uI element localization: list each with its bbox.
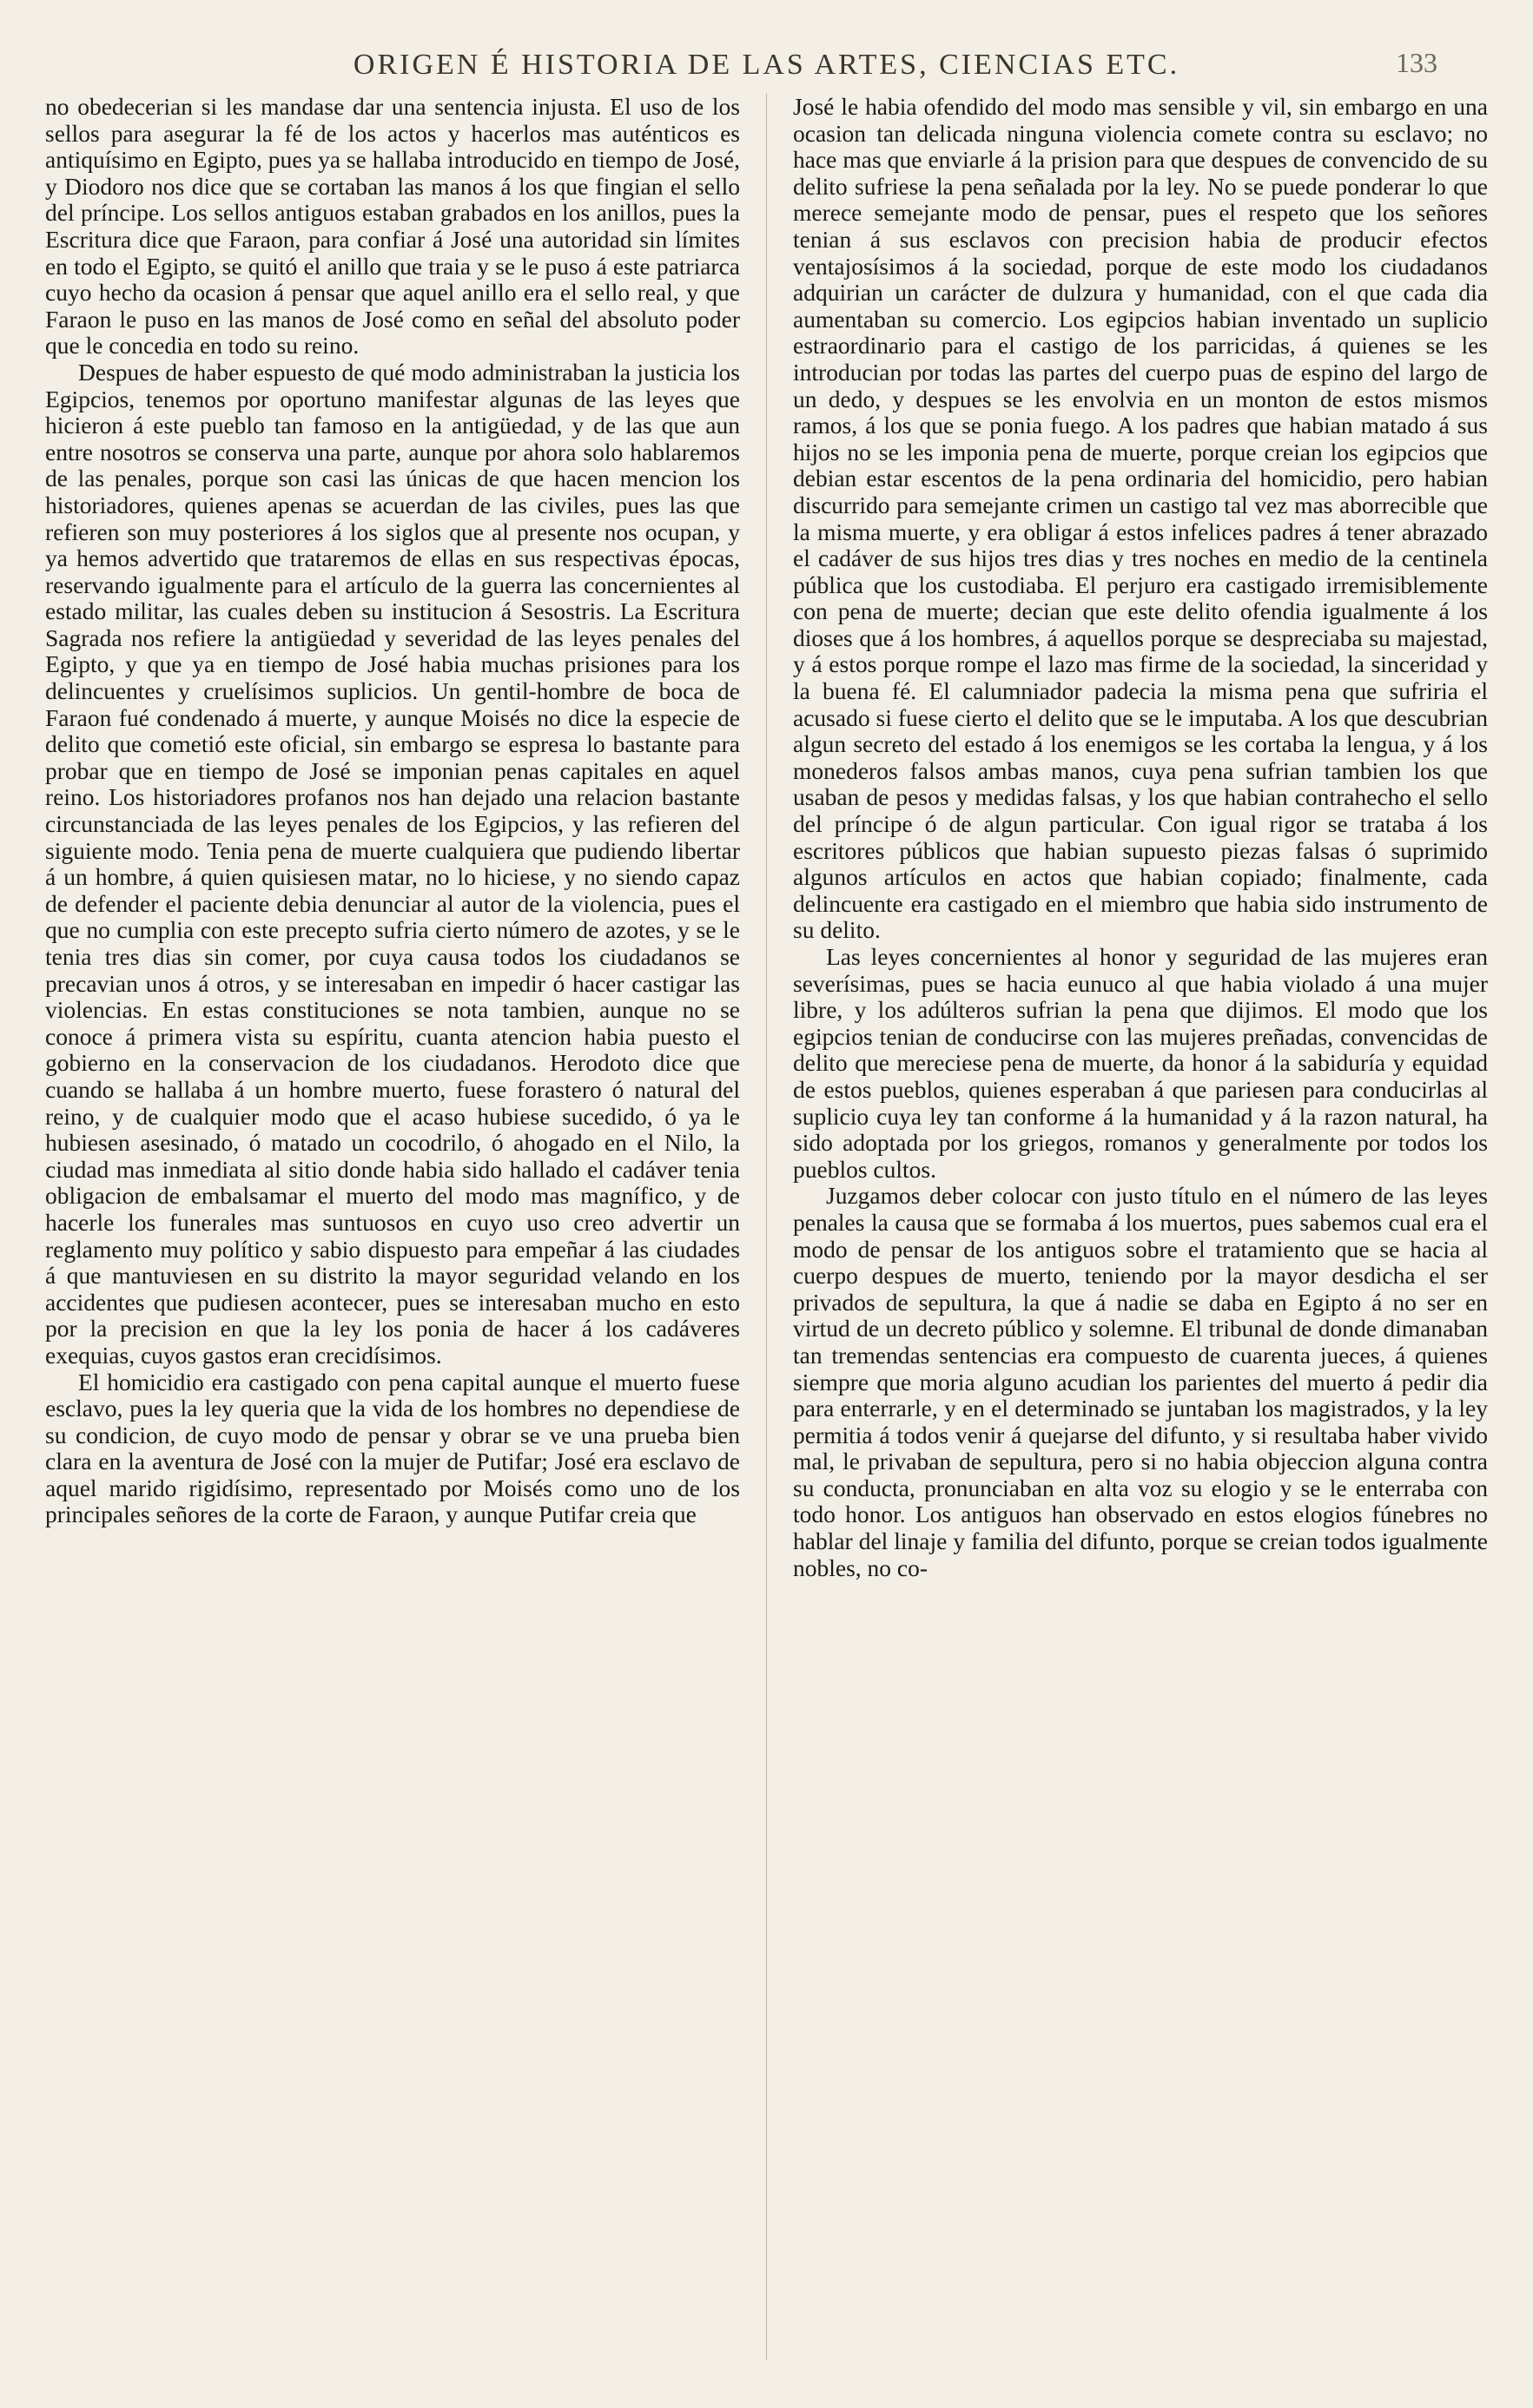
running-title: ORIGEN É HISTORIA DE LAS ARTES, CIENCIAS ETC. [353, 49, 1180, 81]
paragraph: Despues de haber espuesto de qué modo administraban la justicia los Egipcios, tenemos por oportuno manifestar algunas de las leyes que hicieron á este pueblo tan famoso en la antigüedad, y de las que aun entre nosotros se conserva una parte, aunque por ahora solo hablaremos de las penales, porque son casi las únicas de que hacen mencion los historiadores, quienes apenas se acuerdan de las civiles, pues las que refieren son muy posteriores á los siglos que al presente nos ocupan, y ya hemos advertido que trataremos de ellas en sus respectivas épocas, reservando igualmente para el artículo de la guerra las concernientes al estado militar, las cuales deben su institucion á Sesostris. La Escritura Sagrada nos refiere la antigüedad y severidad de las leyes penales del Egipto, y que ya en tiempo de José habia muchas prisiones para los delincuentes y cruelísimos suplicios. Un gentil-hombre de boca de Faraon fué condenado á muerte, y aunque Moisés no dice la especie de delito que cometió este oficial, sin embargo se espresa lo bastante para probar que en tiempo de José se imponian penas capitales en aquel reino. Los historiadores profanos nos han dejado una relacion bastante circunstanciada de las leyes penales de los Egipcios, y las refieren del siguiente modo. Tenia pena de muerte cualquiera que pudiendo libertar á un hombre, á quien quisiesen matar, no lo hiciese, y no siendo capaz de defender el paciente debia denunciar al autor de la violencia, pues el que no cumplia con este precepto sufria cierto número de azotes, y se le tenia tres dias sin comer, por cuya causa todos los ciudadanos se precavian unos á otros, y se interesaban en impedir ó hacer castigar las violencias. En estas constituciones se nota tambien, aunque no se conoce á primera vista su espíritu, cuanta atencion habia puesto el gobierno en la conservacion de los ciudadanos. Herodoto dice que cuando se hallaba á un hombre muerto, fuese forastero ó natural del reino, y de cualquier modo que el acaso hubiese sucedido, ó ya le hubiesen asesinado, ó matado un cocodrilo, ó ahogado en el Nilo, la ciudad mas inmediata al sitio donde habia sido hallado el cadáver tenia obligacion de embalsamar el muerto del modo mas magnífico, y de hacerle los funerales mas suntuosos en cuyo uso creo advertir un reglamento muy político y sabio dispuesto para empeñar á las ciudades á que mantuviesen en su distrito la mayor seguridad velando en los accidentes que pudiesen acontecer, pues se interesaban mucho en esto por la precision en que la ley los ponia de hacer á los cadáveres exequias, cuyos gastos eran crecidísimos. [45, 358, 740, 1369]
paragraph: José le habia ofendido del modo mas sensible y vil, sin embargo en una ocasion tan delicada ninguna violencia comete contra su esclavo; no hace mas que enviarle á la prision para que despues de convencido de su delito sufriese la pena señalada por la ley. No se puede ponderar lo que merece semejante modo de pensar, pues el respeto que los señores tenian á sus esclavos con precision habia de producir efectos ventajosísimos á la sociedad, porque de este modo los ciudadanos adquirian un carácter de dulzura y humanidad, con el que cada dia aumentaban su comercio. Los egipcios habian inventado un suplicio estraordinario para el castigo de los parricidas, á quienes se les introducian por todas las partes del cuerpo puas de espino del largo de un dedo, y despues se les envolvia en un monton de estos mismos ramos, á los que se ponia fuego. A los padres que habian matado á sus hijos no se les imponia pena de muerte, porque creian los egipcios que debian estar escentos de la pena ordinaria del homicidio, pero habian discurrido para semejante crimen un castigo tal vez mas aborrecible que la misma muerte, y era obligar á estos infelices padres á tener abrazado el cadáver de sus hijos tres dias y tres noches en medio de la centinela pública que los custodiaba. El perjuro era castigado irremisiblemente con pena de muerte; decian que este delito ofendia igualmente á los dioses que á los hombres, á aquellos porque se despreciaba su majestad, y á estos porque rompe el lazo mas firme de la sociedad, la sinceridad y la buena fé. El calumniador padecia la misma pena que sufriria el acusado si fuese cierto el delito que se le imputaba. A los que descubrian algun secreto del estado á los enemigos se les cortaba la lengua, y á los monederos falsos ambas manos, cuya pena sufrian tambien los que usaban de pesos y medidas falsas, y los que habian contrahecho el sello del príncipe ó de algun particular. Con igual rigor se trataba á los escritores públicos que habian supuesto piezas falsas ó suprimido algunos artículos en actos que habian copiado; finalmente, cada delincuente era castigado en el miembro que habia sido instrumento de su delito. [793, 94, 1488, 944]
paragraph: Las leyes concernientes al honor y seguridad de las mujeres eran severísimas, pues se hacia eunuco al que habia violado á una mujer libre, y los adúlteros sufrian la pena que dijimos. El modo que los egipcios tenian de conducirse con las mujeres preñadas, convencidas de delito que mereciese pena de muerte, da honor á la sabiduría y equidad de estos pueblos, quienes esperaban á que pariesen para conducirlas al suplicio cuya ley tan conforme á la humanidad y á la razon natural, ha sido adoptada por los griegos, romanos y generalmente por todos los pueblos cultos. [793, 943, 1488, 1183]
left-column [45, 94, 740, 2369]
paragraph: Juzgamos deber colocar con justo título en el número de las leyes penales la causa que se formaba á los muertos, pues sabemos cual era el modo de pensar de los antiguos sobre el tratamiento que se hacia al cuerpo despues de muerto, teniendo por la mayor desdicha el ser privados de sepultura, la que á nadie se daba en Egipto á no ser en virtud de un decreto público y solemne. El tribunal de donde dimanaban tan tremendas sentencias era compuesto de cuarenta jueces, á quienes siempre que moria alguno acudian los parientes del muerto á pedir dia para enterrarle, y en el determinado se juntaban los magistrados, y la ley permitia á todos venir á quejarse del difunto, y si resultaba haber vivido mal, le privaban de sepultura, pero si no habia objeccion alguna contra su conducta, pronunciaban en alta voz su elogio y se le enterraba con todo honor. Los antiguos han observado en estos elogios fúnebres no hablar del linaje y familia del difunto, porque se creian todos igualmente nobles, no co- [793, 1182, 1488, 1581]
text-columns [45, 94, 1488, 2373]
page-header [0, 35, 1533, 87]
page-number: 133 [1396, 47, 1437, 78]
paragraph: no obedecerian si les mandase dar una sentencia injusta. El uso de los sellos para asegurar la fé de los actos y hacerlos mas auténticos es antiquísimo en Egipto, pues ya se hallaba introducido en tiempo de José, y Diodoro nos dice que se cortaban las manos á los que fingian el sello del príncipe. Los sellos antiguos estaban grabados en los anillos, pues la Escritura dice que Faraon, para confiar á José una autoridad sin límites en todo el Egipto, se quitó el anillo que traia y se le puso á este patriarca cuyo hecho da ocasion á pensar que aquel anillo era el sello real, y que Faraon le puso en las manos de José como en señal del absoluto poder que le concedia en todo su reino. [45, 94, 740, 360]
right-column [793, 94, 1488, 2369]
paragraph: El homicidio era castigado con pena capital aunque el muerto fuese esclavo, pues la ley queria que la vida de los hombres no dependiese de su condicion, de cuyo modo de pensar y obrar se ve una prueba bien clara en la aventura de José con la mujer de Putifar; José era esclavo de aquel marido rigidísimo, representado por Moisés como uno de los principales señores de la corte de Faraon, y aunque Putifar creia que [45, 1368, 740, 1528]
